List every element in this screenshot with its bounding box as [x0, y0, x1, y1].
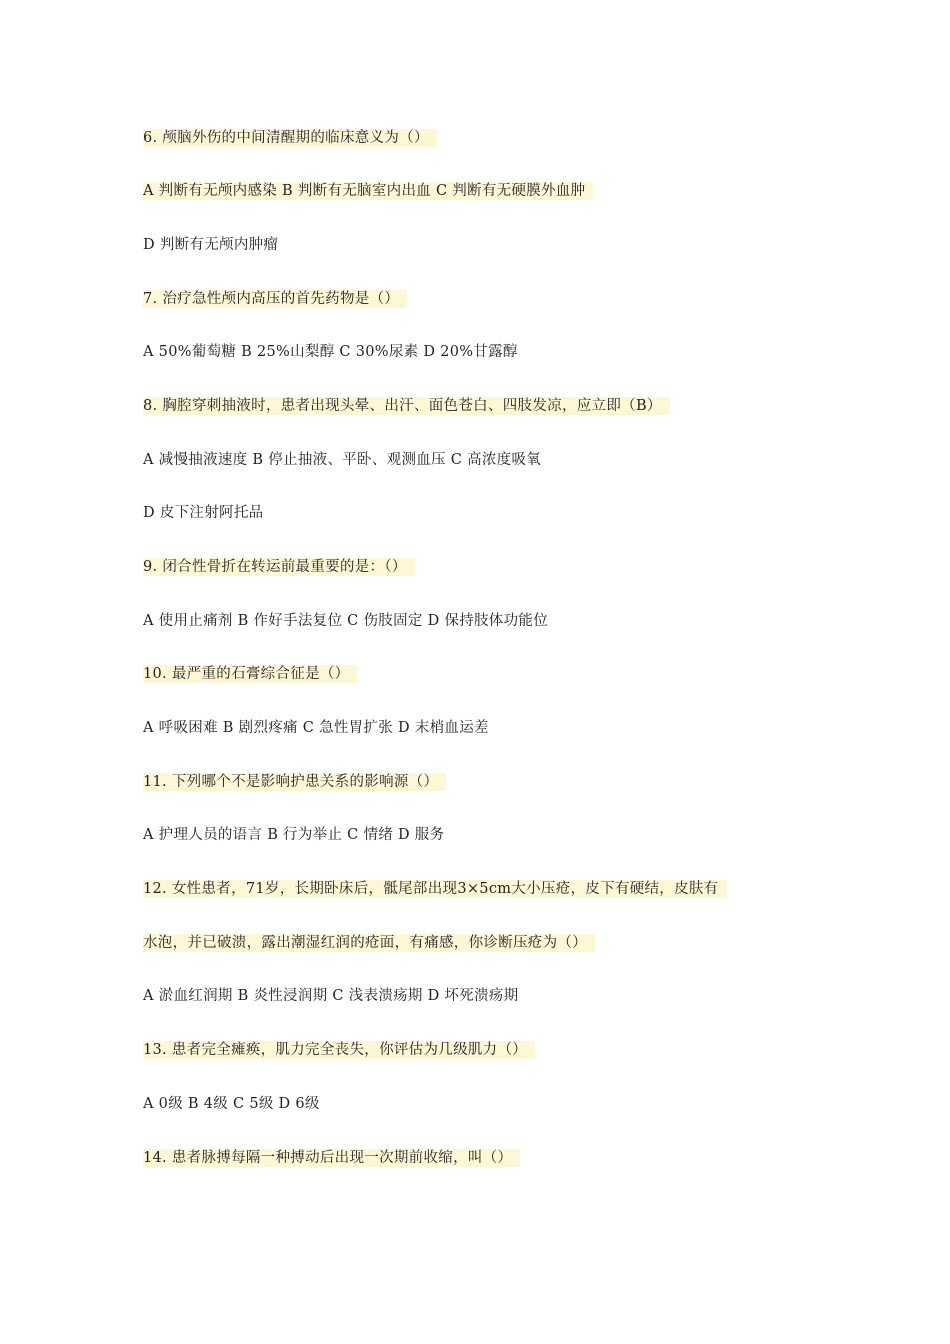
question-7-title — [143, 289, 407, 309]
options-text: A 护理人员的语言 B 行为举止 C 情绪 D 服务 — [143, 827, 445, 843]
question-7-options — [143, 342, 518, 362]
question-6-options-line-2 — [143, 235, 278, 255]
question-10-title — [143, 664, 357, 684]
question-text: 水泡，并已破溃，露出潮湿红润的疮面，有痛感，你诊断压疮为（） — [143, 934, 595, 952]
options-text: A 0级 B 4级 C 5级 D 6级 — [143, 1096, 320, 1112]
question-14-title — [143, 1148, 520, 1168]
question-9-title — [143, 557, 415, 577]
question-text: 12. 女性患者，71岁，长期卧床后，骶尾部出现3×5cm大小压疮，皮下有硬结，皮肤有 — [143, 880, 727, 898]
question-text: 14. 患者脉搏每隔一种搏动后出现一次期前收缩，叫（） — [143, 1149, 520, 1167]
options-text: A 判断有无颅内感染 B 判断有无脑室内出血 C 判断有无硬膜外血肿 — [143, 182, 593, 200]
question-text: 13. 患者完全瘫痪，肌力完全丧失，你评估为几级肌力（） — [143, 1041, 535, 1059]
options-text: D 皮下注射阿托品 — [143, 505, 264, 521]
options-text: A 使用止痛剂 B 作好手法复位 C 伤肢固定 D 保持肢体功能位 — [143, 613, 549, 629]
question-11-title — [143, 772, 446, 792]
question-13-options — [143, 1094, 320, 1114]
question-8-title — [143, 396, 670, 416]
options-text: A 呼吸困难 B 剧烈疼痛 C 急性胃扩张 D 末梢血运差 — [143, 720, 489, 736]
question-13-title — [143, 1040, 535, 1060]
question-text: 6. 颅脑外伤的中间清醒期的临床意义为（） — [143, 129, 437, 147]
options-text: A 50%葡萄糖 B 25%山梨醇 C 30%尿素 D 20%甘露醇 — [143, 344, 518, 360]
question-8-options-line-1 — [143, 450, 541, 470]
options-text: A 减慢抽液速度 B 停止抽液、平卧、观测血压 C 高浓度吸氧 — [143, 452, 542, 468]
question-12-title-line-2 — [143, 933, 595, 953]
question-text: 7. 治疗急性颅内高压的首先药物是（） — [143, 290, 407, 308]
question-text: 9. 闭合性骨折在转运前最重要的是：（） — [143, 558, 415, 576]
question-9-options — [143, 611, 548, 631]
question-6-options-line-1 — [143, 181, 593, 201]
question-12-options — [143, 986, 518, 1006]
options-text: D 判断有无颅内肿瘤 — [143, 237, 279, 253]
question-11-options — [143, 825, 444, 845]
question-text: 11. 下列哪个不是影响护患关系的影响源（） — [143, 773, 446, 791]
question-10-options — [143, 718, 489, 738]
question-text: 8. 胸腔穿刺抽液时，患者出现头晕、出汗、面色苍白、四肢发凉，应立即（B） — [143, 397, 670, 415]
options-text: A 淤血红润期 B 炎性浸润期 C 浅表溃疡期 D 坏死溃疡期 — [143, 988, 519, 1004]
question-6-title — [143, 128, 437, 148]
question-8-options-line-2 — [143, 503, 263, 523]
question-12-title-line-1 — [143, 879, 727, 899]
question-text: 10. 最严重的石膏综合征是（） — [143, 665, 357, 683]
